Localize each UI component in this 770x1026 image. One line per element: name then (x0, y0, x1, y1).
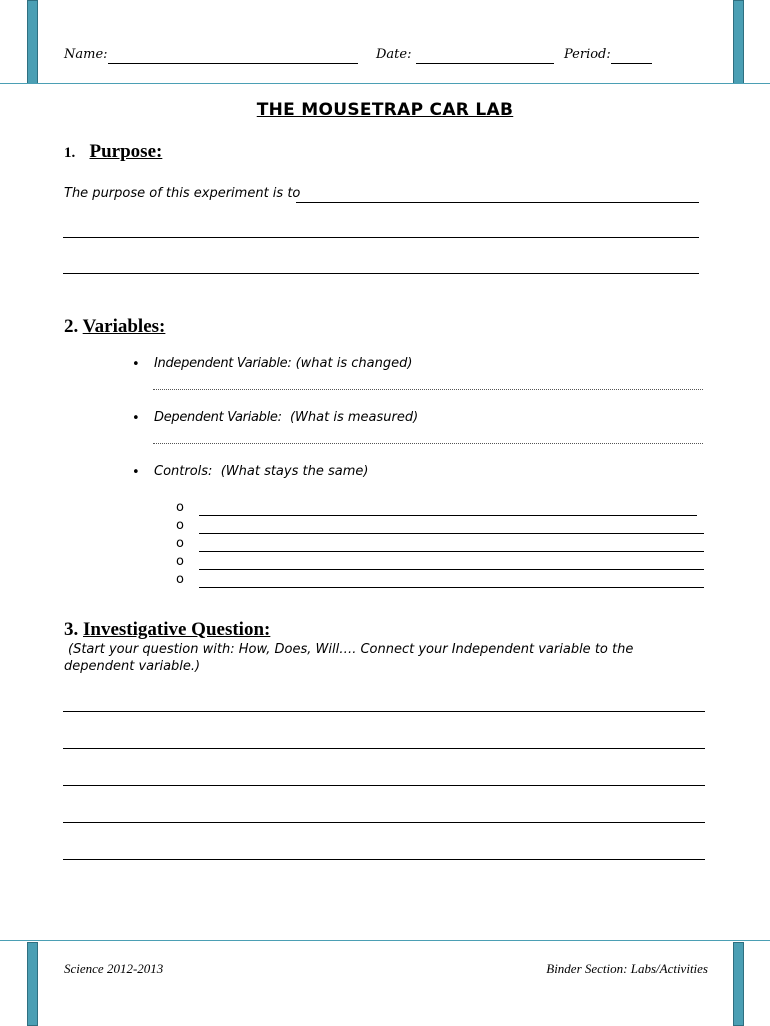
sub-bullet-icon: o (176, 500, 184, 515)
question-hint-2: dependent variable.) (64, 659, 201, 674)
question-line-5[interactable] (63, 859, 705, 860)
name-field[interactable] (108, 63, 358, 64)
independent-hint: (what is changed) (295, 356, 413, 371)
variables-heading (64, 316, 165, 338)
question-heading (64, 619, 270, 641)
dependent-variable-line[interactable] (153, 443, 703, 444)
variables-title: Variables: (82, 316, 166, 337)
footer-right: Binder Section: Labs/Activities (546, 961, 708, 976)
variables-number: 2. (64, 316, 79, 337)
dependent-variable-label (154, 410, 418, 425)
bullet-icon: • (132, 411, 140, 426)
controls-label-row (154, 464, 368, 479)
name-label: Name: (64, 47, 108, 62)
question-line-2[interactable] (63, 748, 705, 749)
control-line-1[interactable] (199, 515, 697, 516)
date-field[interactable] (416, 63, 554, 64)
question-hint-1: (Start your question with: How, Does, Will…. Connect your Independent variable to the (68, 642, 634, 657)
top-left-bar (27, 0, 38, 84)
top-right-bar (733, 0, 744, 84)
independent-variable-line[interactable] (153, 389, 703, 390)
purpose-title: Purpose: (89, 141, 163, 162)
dependent-label: Dependent Variable: (154, 410, 282, 425)
controls-label: Controls: (154, 464, 213, 479)
footer-divider (0, 940, 770, 941)
sub-bullet-icon: o (176, 554, 184, 569)
dependent-hint: (What is measured) (289, 410, 419, 425)
control-line-3[interactable] (199, 551, 704, 552)
purpose-number: 1. (64, 145, 76, 161)
bullet-icon: • (132, 465, 140, 480)
sub-bullet-icon: o (176, 536, 184, 551)
controls-hint: (What stays the same) (220, 464, 369, 479)
header-divider (0, 83, 770, 84)
sub-bullet-icon: o (176, 518, 184, 533)
page-title: THE MOUSETRAP CAR LAB (256, 100, 514, 120)
purpose-line-3[interactable] (63, 273, 699, 274)
question-title: Investigative Question: (83, 619, 271, 640)
independent-variable-label (154, 356, 412, 371)
purpose-line-2[interactable] (63, 237, 699, 238)
question-number: 3. (64, 619, 79, 640)
bottom-right-bar (733, 942, 744, 1026)
period-label: Period: (564, 47, 611, 62)
purpose-line-1[interactable] (296, 202, 699, 203)
period-field[interactable] (611, 63, 652, 64)
date-label: Date: (376, 47, 412, 62)
question-line-3[interactable] (63, 785, 705, 786)
footer-left: Science 2012-2013 (64, 961, 164, 976)
control-line-5[interactable] (199, 587, 704, 588)
purpose-prompt: The purpose of this experiment is to (64, 186, 301, 201)
control-line-2[interactable] (199, 533, 704, 534)
purpose-heading (64, 141, 162, 163)
control-line-4[interactable] (199, 569, 704, 570)
sub-bullet-icon: o (176, 572, 184, 587)
question-line-4[interactable] (63, 822, 705, 823)
independent-label: Independent Variable: (154, 356, 292, 371)
question-line-1[interactable] (63, 711, 705, 712)
bottom-left-bar (27, 942, 38, 1026)
bullet-icon: • (132, 357, 140, 372)
